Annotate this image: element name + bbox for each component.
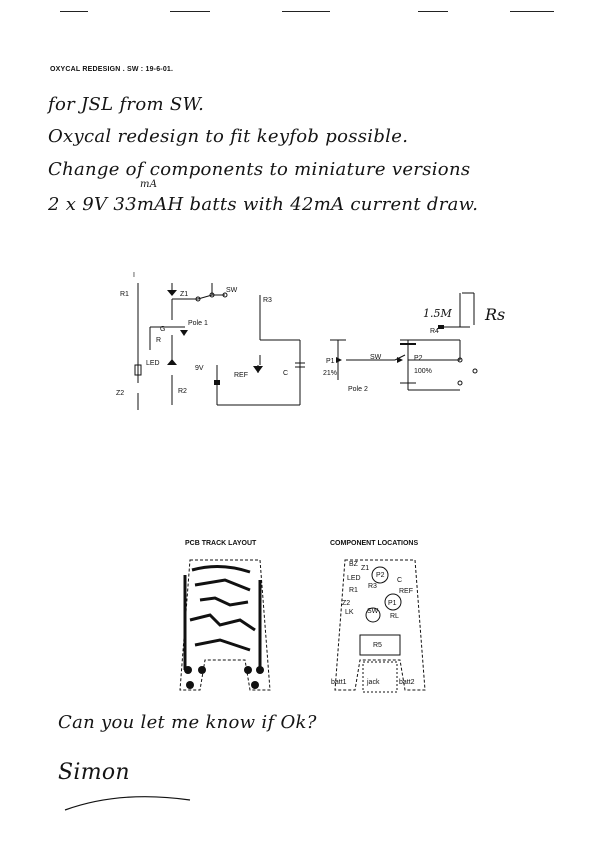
components-title: COMPONENT LOCATIONS (330, 540, 419, 547)
schematic-label: 9V (195, 365, 204, 372)
circuit-schematic (100, 265, 530, 430)
schematic-label: R3 (263, 297, 272, 304)
schematic-label: R4 (430, 328, 439, 335)
component-label: SW (367, 608, 379, 615)
component-label: R5 (373, 642, 382, 649)
schematic-label: G (160, 326, 166, 333)
note-line-3: Change of components to miniature versions (48, 159, 471, 180)
component-label: P1 (388, 600, 397, 607)
component-label: batt1 (331, 679, 347, 686)
note-line-2: Oxycal redesign to fit keyfob possible. (48, 126, 409, 147)
component-label: C (397, 577, 403, 584)
component-label: LED (347, 575, 361, 582)
edge-mark (60, 11, 88, 12)
schematic-label: R2 (178, 388, 187, 395)
schematic-label: Pole 1 (188, 320, 208, 327)
schematic-label: 100% (414, 368, 432, 375)
component-label: LK (345, 609, 354, 616)
schematic-label: SW (370, 354, 382, 361)
schematic-label: Z1 (180, 291, 189, 298)
schematic-label: R (156, 337, 162, 344)
schematic-label: C (283, 370, 289, 377)
schematic-label: P1 (326, 358, 335, 365)
schematic-label: P2 (414, 355, 423, 362)
note-line-1: for JSL from SW. (48, 94, 205, 115)
signature-flourish (60, 785, 210, 825)
schematic-label: 21% (323, 370, 338, 377)
component-label: R3 (368, 583, 377, 590)
schematic-label: Rs (485, 305, 506, 324)
edge-mark (170, 11, 210, 12)
document-header: OXYCAL REDESIGN . SW : 19-6-01. (50, 66, 174, 73)
schematic-label: SW (226, 287, 238, 294)
schematic-label: I (133, 272, 135, 279)
pcb-title: PCB TRACK LAYOUT (185, 540, 257, 547)
component-label: P2 (376, 572, 385, 579)
edge-mark (282, 11, 330, 12)
schematic-label: 1.5M (423, 307, 452, 320)
schematic-label: Pole 2 (348, 386, 368, 393)
component-locations (325, 550, 435, 700)
schematic-label: Z2 (116, 390, 125, 397)
edge-mark (418, 11, 448, 12)
component-label: RL (390, 613, 399, 620)
schematic-label: LED (146, 360, 160, 367)
component-label: batt2 (399, 679, 415, 686)
component-label: jack (367, 679, 380, 686)
note-insert: mA (140, 179, 158, 190)
note-line-4: 2 x 9V 33mAH batts with 42mA current draw. (48, 194, 479, 215)
component-label: Z1 (361, 565, 370, 572)
closing-question: Can you let me know if Ok? (58, 712, 317, 733)
signature: Simon (58, 760, 130, 785)
schematic-label: REF (234, 372, 248, 379)
edge-mark (510, 11, 554, 12)
component-label: Z2 (342, 600, 351, 607)
component-label: REF (399, 588, 413, 595)
schematic-label: R1 (120, 291, 129, 298)
component-label: BZ (349, 561, 358, 568)
pcb-track-layout (170, 550, 280, 700)
component-label: R1 (349, 587, 358, 594)
